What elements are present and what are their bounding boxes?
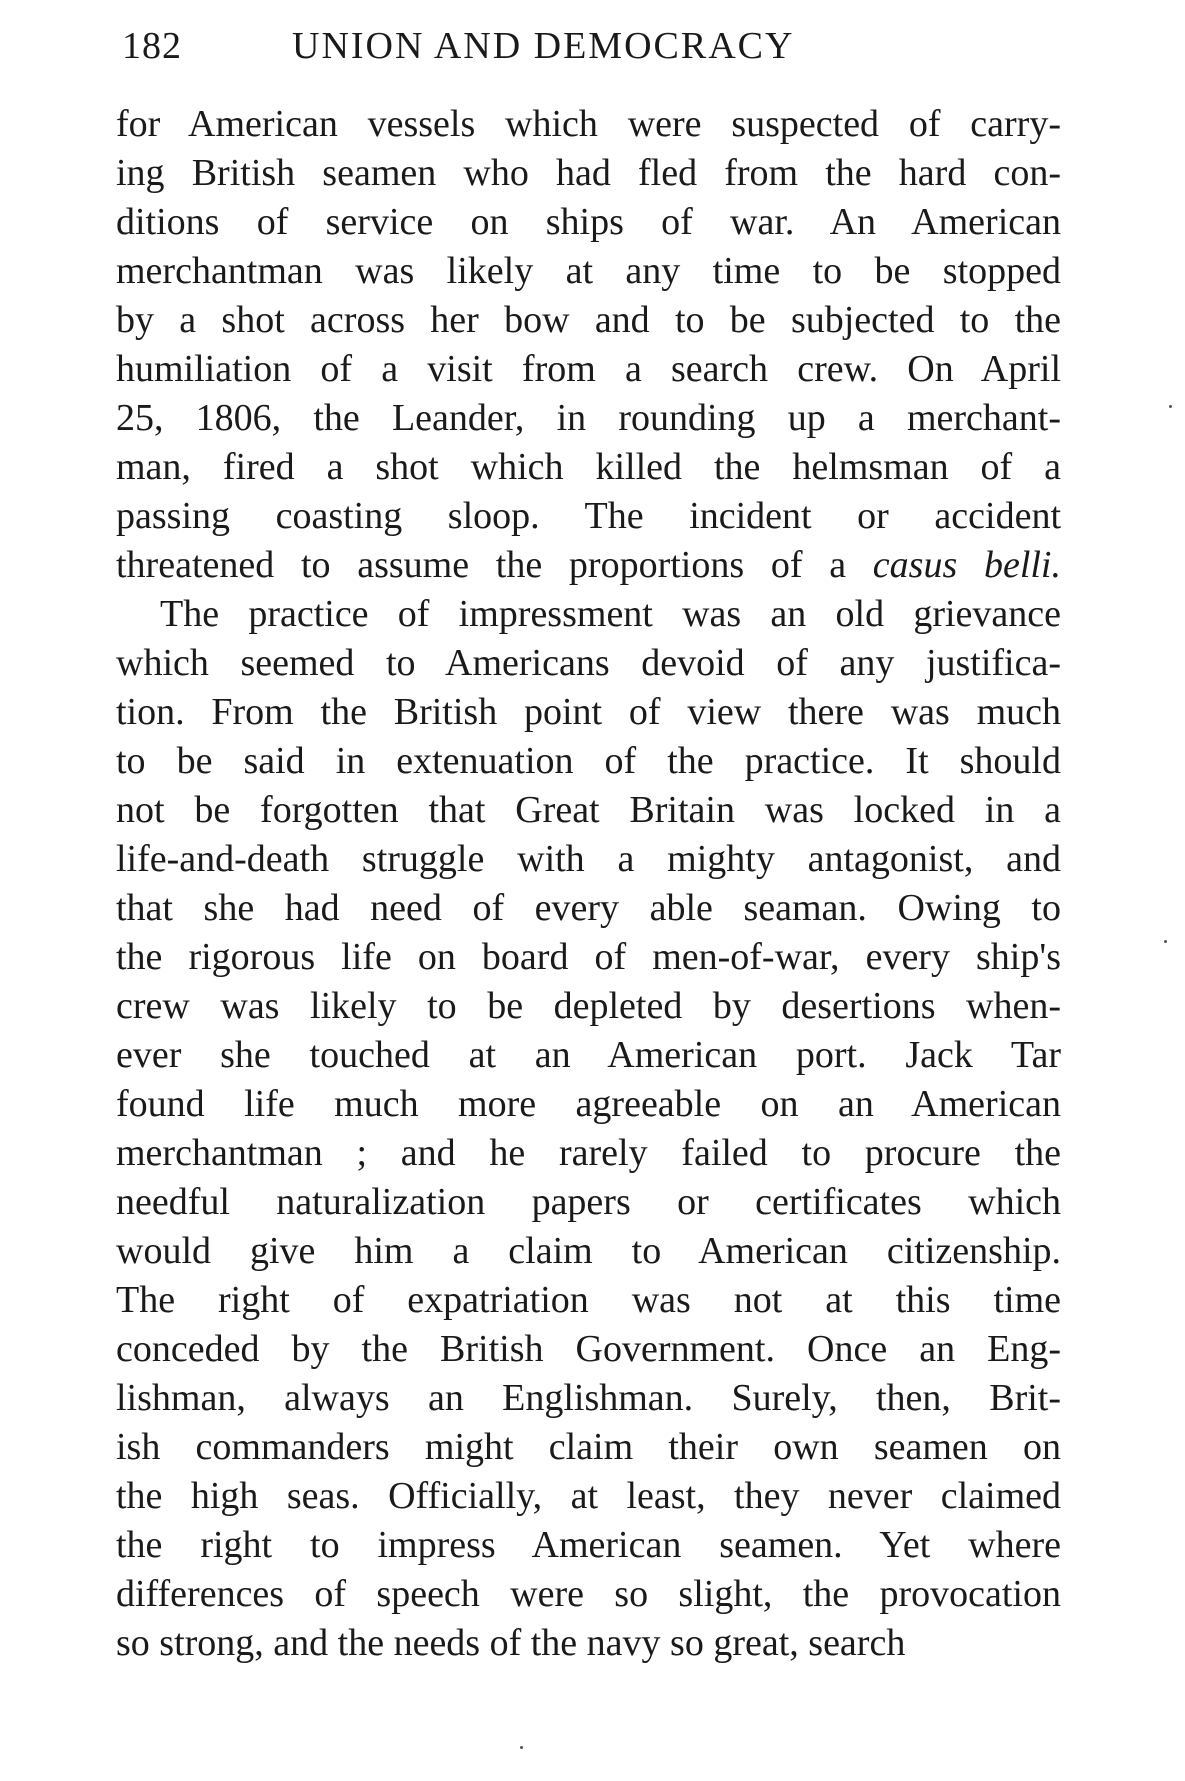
- text-line: differences of speech were so slight, the provocation: [116, 1573, 1061, 1615]
- text-line: the high seas. Officially, at least, they never claimed: [116, 1475, 1061, 1517]
- text-line: so strong, and the needs of the navy so great, search: [116, 1622, 906, 1664]
- paragraph: [116, 590, 1061, 1668]
- running-title: UNION AND DEMOCRACY: [292, 25, 795, 67]
- text-line: which seemed to Americans devoid of any justifica-: [116, 642, 1061, 684]
- text-line: the right to impress American seamen. Yet where: [116, 1524, 1061, 1566]
- text-line: man, fired a shot which killed the helmsman of a: [116, 446, 1061, 488]
- text-line: ditions of service on ships of war. An American: [116, 201, 1061, 243]
- print-speck: [520, 1746, 523, 1749]
- text-line: The right of expatriation was not at this time: [116, 1279, 1061, 1321]
- italic-phrase: casus belli.: [872, 544, 1061, 586]
- print-speck: [1169, 405, 1172, 408]
- text-line: needful naturalization papers or certificates which: [116, 1181, 1061, 1223]
- text-line: merchantman was likely at any time to be stopped: [116, 250, 1061, 292]
- text-line: passing coasting sloop. The incident or accident: [116, 495, 1061, 537]
- page-number: 182: [122, 25, 182, 67]
- text-line: ing British seamen who had fled from the hard con-: [116, 152, 1061, 194]
- text-line: ever she touched at an American port. Jack Tar: [116, 1034, 1061, 1076]
- print-speck: [1164, 940, 1167, 943]
- text-line: that she had need of every able seaman. Owing to: [116, 887, 1061, 929]
- running-head: [122, 22, 1082, 70]
- text-line: by a shot across her bow and to be subjected to the: [116, 299, 1061, 341]
- text-line-prefix: threatened to assume the proportions of a: [116, 544, 873, 586]
- text-line: merchantman ; and he rarely failed to procure the: [116, 1132, 1061, 1174]
- text-line: the rigorous life on board of men-of-war, every ship's: [116, 936, 1061, 978]
- text-line: [116, 541, 1061, 590]
- text-line: lishman, always an Englishman. Surely, then, Brit-: [116, 1377, 1061, 1419]
- text-line: The practice of impressment was an old grievance: [160, 593, 1061, 635]
- text-line: humiliation of a visit from a search crew. On April: [116, 348, 1061, 390]
- text-line: life-and-death struggle with a mighty antagonist, and: [116, 838, 1061, 880]
- paragraph: [116, 100, 1061, 590]
- body-text: [116, 100, 1061, 1668]
- text-line: 25, 1806, the Leander, in rounding up a merchant-: [116, 397, 1061, 439]
- text-line: would give him a claim to American citizenship.: [116, 1230, 1061, 1272]
- text-line: conceded by the British Government. Once an Eng-: [116, 1328, 1061, 1370]
- text-line: not be forgotten that Great Britain was locked in a: [116, 789, 1061, 831]
- text-line: to be said in extenuation of the practice. It should: [116, 740, 1061, 782]
- text-line: tion. From the British point of view there was much: [116, 691, 1061, 733]
- text-line: ish commanders might claim their own seamen on: [116, 1426, 1061, 1468]
- text-line: crew was likely to be depleted by desertions when-: [116, 985, 1061, 1027]
- text-line: for American vessels which were suspected of carry-: [116, 103, 1061, 145]
- text-line: found life much more agreeable on an American: [116, 1083, 1061, 1125]
